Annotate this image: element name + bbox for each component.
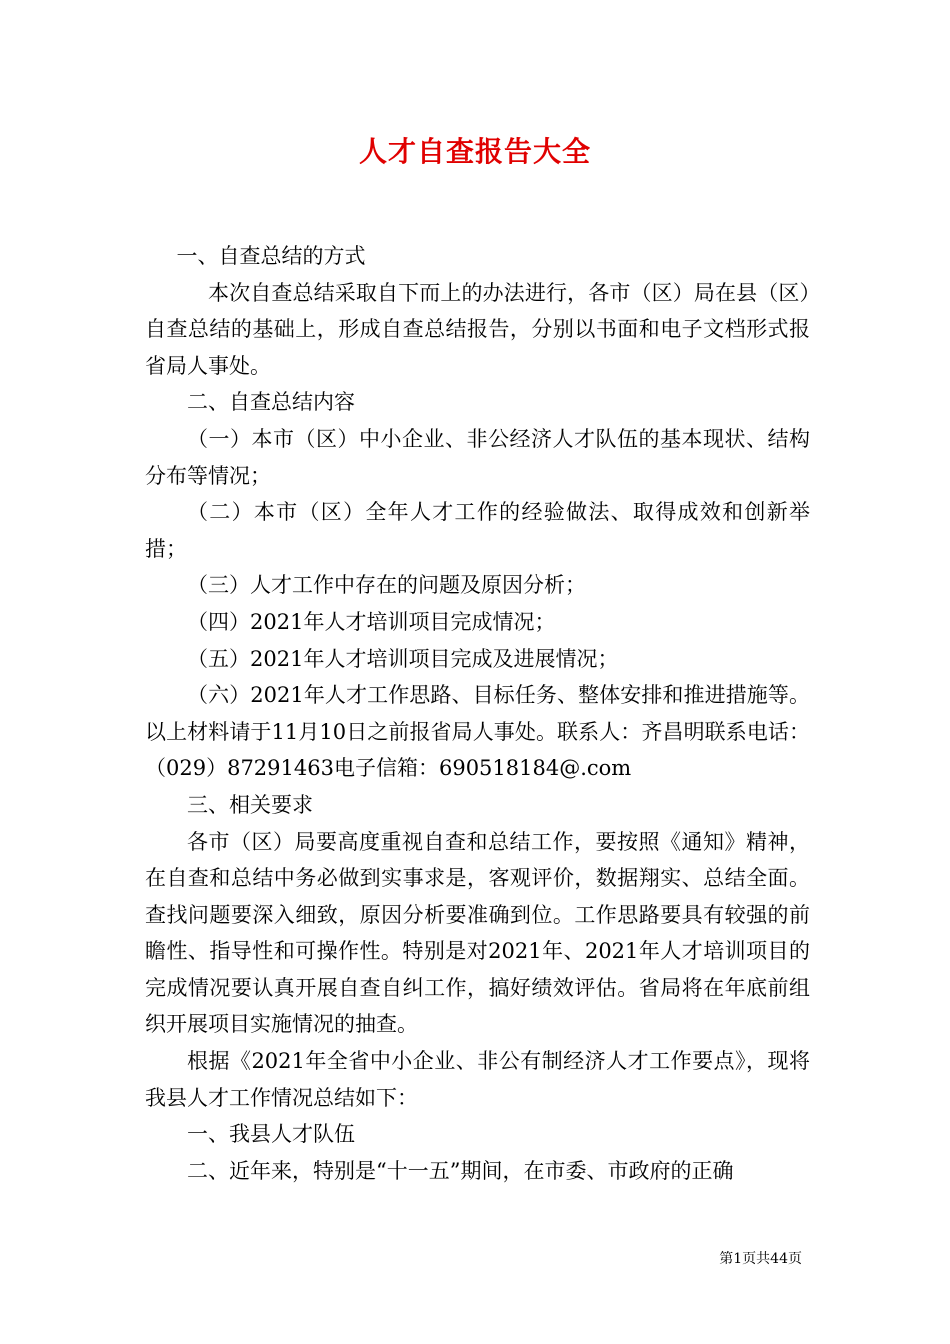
page-number: 第1页共44页 xyxy=(719,1251,802,1267)
paragraph-requirements: 各市（区）局要高度重视自查和总结工作，要按照《通知》精神，在自查和总结中务必做到实事求是，客观评价，数据翔实、总结全面。查找问题要深入细致，原因分析要准确到位。工作思路要具有较强的前瞻性、指导性和可操作性。特别是对2021年、2021年人才培训项目的完成情况要认真开展自查自纠工作，搞好绩效评估。省局将在年底前组织开展项目实施情况的抽查。 xyxy=(145,829,810,1037)
heading-content: 二、自查总结内容 xyxy=(187,390,355,415)
document-title: 人才自查报告大全 xyxy=(358,135,591,168)
content-item-5: （五）2021年人才培训项目完成及进展情况； xyxy=(187,646,619,671)
heading-method: 一、自查总结的方式 xyxy=(176,244,366,268)
paragraph-method: 本次自查总结采取自下而上的办法进行，各市（区）局在县（区）自查总结的基础上，形成自查总结报告，分别以书面和电子文档形式报省局人事处。 xyxy=(145,280,810,378)
paragraph-basis: 根据《2021年全省中小企业、非公有制经济人才工作要点》，现将我县人才工作情况总结如下： xyxy=(145,1049,810,1110)
content-item-2: （二）本市（区）全年人才工作的经验做法、取得成效和创新举措； xyxy=(145,500,810,561)
heading-requirements: 三、相关要求 xyxy=(187,792,313,817)
content-item-3: （三）人才工作中存在的问题及原因分析； xyxy=(187,573,586,598)
heading-talent-team: 一、我县人才队伍 xyxy=(187,1122,355,1147)
content-item-6: （六）2021年人才工作思路、目标任务、整体安排和推进措施等。以上材料请于11月10日之前报省局人事处。联系人：齐昌明联系电话：（029）87291463电子信箱：690518184@.com xyxy=(145,683,810,781)
content-item-1: （一）本市（区）中小企业、非公经济人才队伍的基本现状、结构分布等情况； xyxy=(145,426,810,488)
document-body xyxy=(145,238,810,1189)
paragraph-recent-years: 二、近年来，特别是“十一五”期间，在市委、市政府的正确 xyxy=(187,1158,734,1183)
content-item-4: （四）2021年人才培训项目完成情况； xyxy=(187,609,556,634)
